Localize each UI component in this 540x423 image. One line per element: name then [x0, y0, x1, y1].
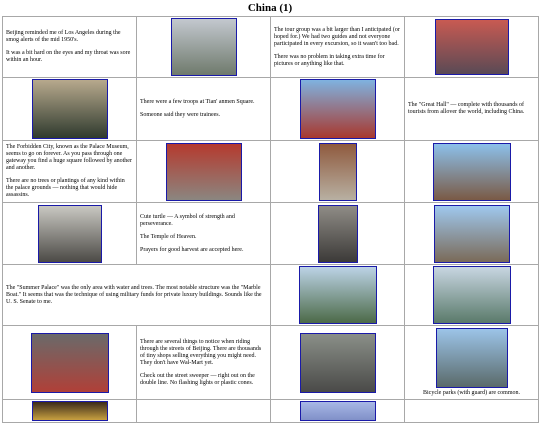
paragraph: The "Great Hall" — complete with thousands of tourists from allover the world, including China. — [408, 102, 525, 115]
table-row — [3, 326, 539, 400]
text-cell — [137, 326, 271, 400]
image-cell — [271, 326, 405, 400]
table-row — [3, 203, 539, 265]
image-cell — [137, 17, 271, 78]
text-cell — [3, 265, 271, 326]
image-cell — [3, 326, 137, 400]
paragraph: The Forbidden City, known as the Palace Museum, seems to go on forever. As you pass through one gateway you find a huge square followed by another and another. — [6, 144, 132, 171]
temple-of-heaven-photo[interactable] — [434, 205, 510, 263]
street-shops-photo[interactable] — [31, 333, 109, 393]
forbidden-city-gate-photo[interactable] — [166, 143, 242, 201]
bicycle-park-photo[interactable] — [436, 328, 508, 388]
text-cell — [137, 78, 271, 141]
image-cell — [271, 78, 405, 141]
paragraph: The Temple of Heaven. — [140, 233, 197, 240]
text-cell — [3, 17, 137, 78]
smog-city-photo[interactable] — [171, 18, 237, 76]
paragraph: Beijing reminded me of Los Angeles during the smog alerts of the mid 1950's. — [6, 30, 121, 43]
image-cell — [271, 141, 405, 203]
paragraph: Check out the street sweeper — right out on the double line. No flashing lights or plastic cones. — [140, 372, 255, 386]
paragraph: Cute turtle — A symbol of strength and perseverance. — [140, 213, 235, 227]
table-row — [3, 400, 539, 423]
table-row — [3, 141, 539, 203]
paragraph: The tour group was a bit larger than I anticipated (or hoped for.) We had two guides and not everyone participated in every excursion, so it wasn't too bad. — [274, 26, 400, 47]
temple-courtyard-photo[interactable] — [318, 205, 358, 263]
tiananmen-gate-photo[interactable] — [300, 79, 376, 139]
great-hall-photo[interactable] — [433, 143, 511, 201]
paragraph: There was no problem in taking extra time for pictures or anything like that. — [274, 53, 385, 67]
text-cell — [271, 17, 405, 78]
table-row — [3, 78, 539, 141]
paragraph: There were a few troops at Tian' anmen Square. — [140, 99, 255, 105]
text-cell — [3, 141, 137, 203]
photo-table — [2, 16, 539, 423]
image-cell — [3, 400, 137, 423]
text-cell — [405, 78, 539, 141]
empty-cell — [405, 400, 539, 423]
table-row — [3, 265, 539, 326]
turtle-photo[interactable] — [38, 205, 102, 263]
page-title: China (1) — [247, 2, 293, 14]
image-cell — [405, 326, 539, 400]
image-cell — [3, 203, 137, 265]
summer-palace-photo[interactable] — [299, 266, 377, 324]
paragraph: There are no trees or plantings of any kind within the palace grounds — nothing that would hide assassins. — [6, 178, 125, 198]
paragraph: Prayers for good harvest are accepted here. — [140, 246, 244, 253]
image-cell — [405, 17, 539, 78]
lake-photo[interactable] — [433, 266, 511, 324]
paragraph: The "Summer Palace" was the only area with water and trees. The most notable structure was the "Marble Boat." It seems that was the technique of using military funds for private luxury buildings. Sounds like the U. S. Senate to me. — [6, 284, 262, 305]
street-sweeper-photo[interactable] — [300, 333, 376, 393]
tour-group-photo[interactable] — [435, 19, 509, 75]
photo-caption: Bicycle parks (with guard) are common. — [423, 390, 520, 396]
image-cell — [3, 78, 137, 141]
paragraph: There are several things to notice when riding through the streets of Beijing. There are thousands of tiny shops selling everything you might need. They don't have Wal-Mart yet. — [140, 338, 262, 366]
image-cell — [271, 265, 405, 326]
image-cell — [405, 141, 539, 203]
image-cell — [405, 265, 539, 326]
table-row — [3, 17, 539, 78]
image-cell — [271, 203, 405, 265]
partial-photo[interactable] — [300, 401, 376, 421]
image-cell — [405, 203, 539, 265]
palace-path-photo[interactable] — [319, 143, 357, 201]
image-cell — [271, 400, 405, 423]
empty-cell — [137, 400, 271, 423]
partial-photo[interactable] — [32, 401, 108, 421]
troops-photo[interactable] — [32, 79, 108, 139]
image-cell — [137, 141, 271, 203]
text-cell — [137, 203, 271, 265]
paragraph: It was a bit hard on the eyes and my throat was sore within an hour. — [6, 50, 131, 63]
paragraph: Someone said they were trainees. — [140, 112, 221, 118]
